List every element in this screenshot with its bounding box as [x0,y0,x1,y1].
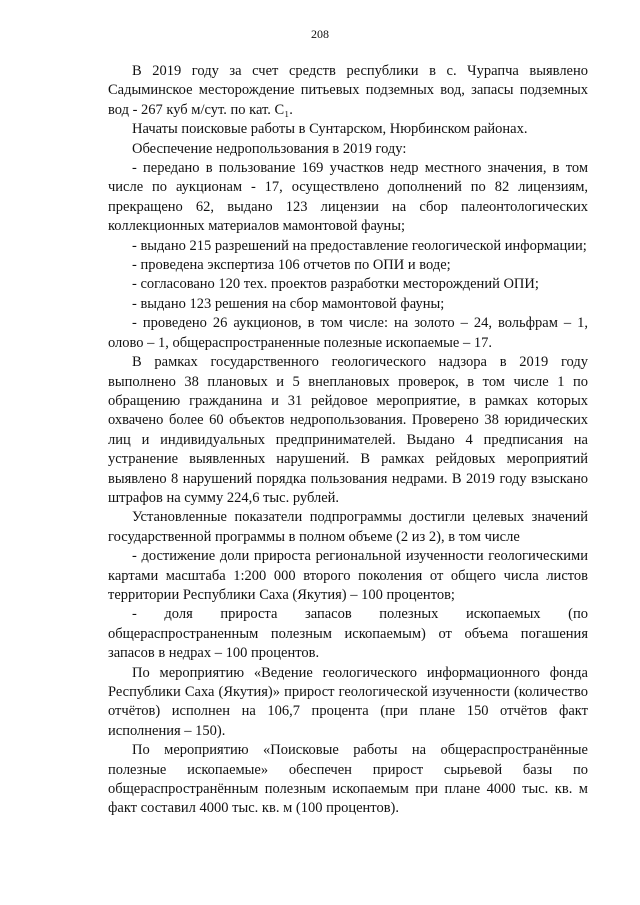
paragraph-search-works: Начаты поисковые работы в Сунтарском, Нюрбинском районах. [132,121,528,138]
list-item-auctions: - проведено 26 аукционов, в том числе: на золото – 24, вольфрам – 1, олово – 1, общераспространенные полезные ископаемые – 17. [108,315,588,351]
paragraph-prospecting-works: По мероприятию «Поисковые работы на общераспространённые полезные ископаемые» обеспечен прирост сырьевой базы по общераспространённым полезным ископаемым при плане 4000 тыс. кв. м факт составил 4000 тыс. кв. м (100 процентов). [108,742,588,817]
document-body [108,62,588,819]
list-item-licenses: - передано в пользование 169 участков недр местного значения, в том числе по аукционам - 17, осуществлено дополнений по 82 лицензиям, прекращено 62, выдано 123 лицензии на сбор палеонтологических коллекционных материалов мамонтовой фауны; [108,160,588,235]
list-item-mapping-coverage: - достижение доли прироста региональной изученности геологическими картами масштаба 1:200 000 второго поколения от общего числа листов территории Республики Саха (Якутия) – 100 процентов; [108,548,588,603]
paragraph-target-indicators: Установленные показатели подпрограммы достигли целевых значений государственной программы в полном объеме (2 из 2), в том числе [108,509,588,545]
page-number: 208 [311,27,329,41]
list-item-reserves-growth: - доля прироста запасов полезных ископаемых (по общераспространенным полезным ископаемым) от объема погашения запасов в недрах – 100 процентов. [108,606,588,662]
paragraph-deposit-discovery: В 2019 году за счет средств республики в с. Чурапча выявлено Садыминское месторождение питьевых подземных вод, запасы подземных вод - 267 куб м/сут. по кат. С₁. [108,63,588,118]
paragraph-geological-supervision: В рамках государственного геологического надзора в 2019 году выполнено 38 плановых и 5 внеплановых проверок, в том числе 1 по обращению гражданина и 31 рейдовое мероприятие, в рамках которых охвачено более 60 объектов недропользования. Проверено 38 юридических лиц и индивидуальных предпринимателей. Выдано 4 предписания на устранение выявленных нарушений. В рамках рейдовых мероприятий выявлено 8 нарушений порядка пользования недрами. В 2019 году взыскано штрафов на сумму 224,6 тыс. рублей. [108,354,588,506]
list-item-mammoth-decisions: - выдано 123 решения на сбор мамонтовой фауны; [132,295,445,312]
list-item-expertise: - проведена экспертиза 106 отчетов по ОПИ и воде; [132,257,451,274]
paragraph-information-fund: По мероприятию «Ведение геологического информационного фонда Республики Саха (Якутия)» прирост геологической изученности (количество отчётов) исполнен на 106,7 процента (при плане 150 отчётов факт исполнения – 150). [108,664,588,739]
paragraph-subsoil-use-heading: Обеспечение недропользования в 2019 году: [132,140,407,157]
list-item-projects: - согласовано 120 тех. проектов разработки месторождений ОПИ; [132,276,539,293]
list-item-permits: - выдано 215 разрешений на предоставление геологической информации; [132,237,587,254]
